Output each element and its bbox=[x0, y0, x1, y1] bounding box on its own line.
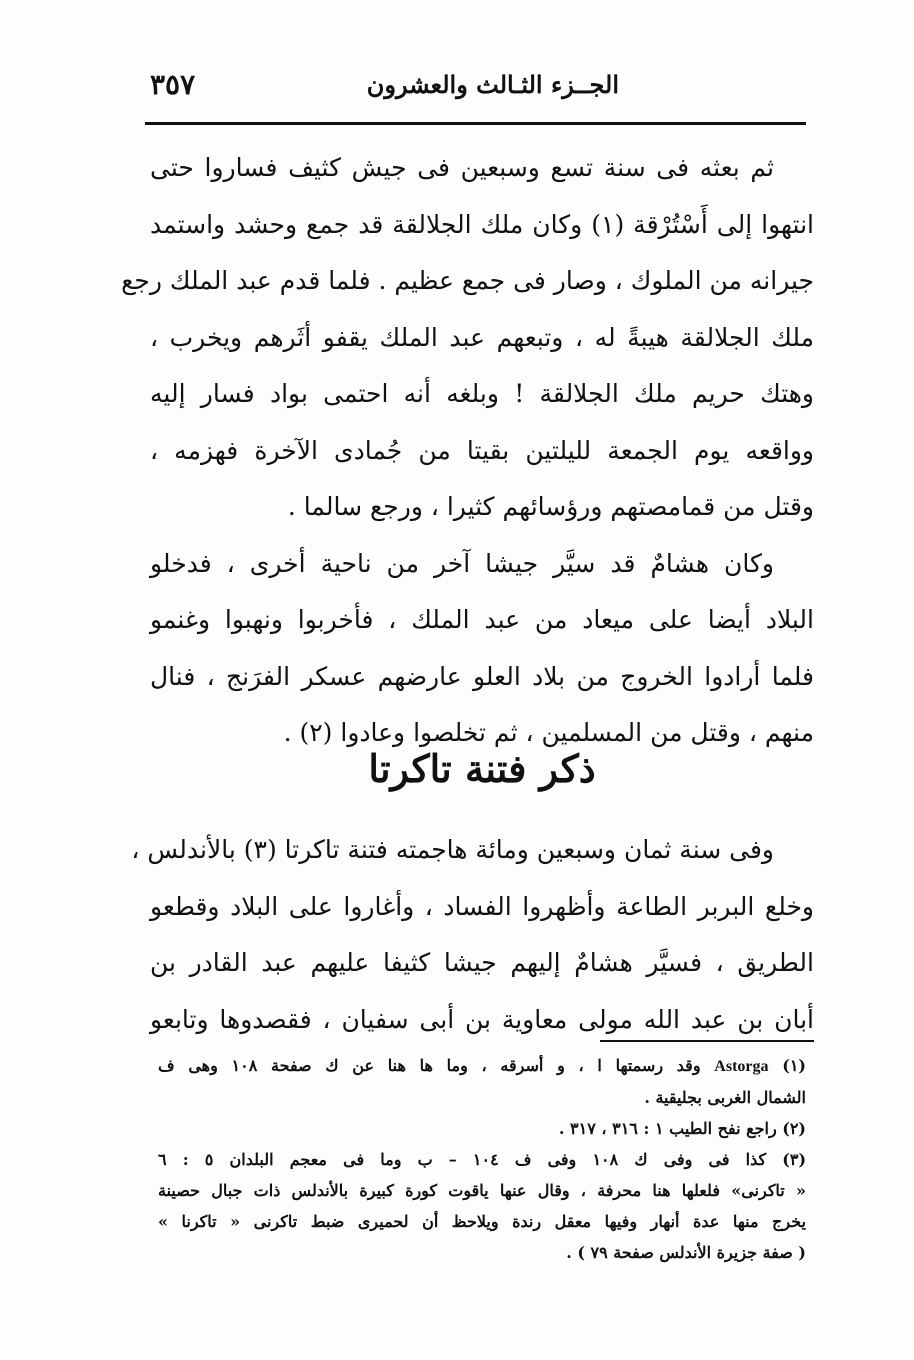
text-line: البلاد أيضا على ميعاد من عبد الملك ، فأخربوا ونهبوا وغنمو bbox=[150, 605, 814, 634]
paragraph-1 bbox=[121, 140, 814, 536]
footnote-1-marker: (١) bbox=[782, 1056, 806, 1075]
text-line: وفى سنة ثمان وسبعين ومائة هاجمته فتنة تاكرتا (٣) بالأندلس ، bbox=[131, 835, 774, 864]
text-line: أبان بن عبد الله مولى معاوية بن أبى سفيان ، فقصدوها وتابعو bbox=[150, 1004, 814, 1034]
footnotes bbox=[158, 1050, 806, 1268]
text-line: الطريق ، فسيَّر هشامٌ إليهم جيشا كثيفا عليهم عبد القادر بن bbox=[150, 948, 814, 977]
text-line: وقتل من قمامصتهم ورؤسائهم كثيرا ، ورجع سالما . bbox=[287, 492, 814, 521]
footnote-1-line-2: الشمال الغربى بجليقية . bbox=[644, 1088, 806, 1107]
text-line: وخلع البربر الطاعة وأظهروا الفساد ، وأغاروا على البلاد وقطعو bbox=[150, 891, 814, 921]
text-line: ثم بعثه فى سنة تسع وسبعين فى جيش كثيف فساروا حتى bbox=[150, 153, 774, 182]
footnote-1-text: وقد رسمتها ا ، و أسرقه ، وما ها هنا عن ك صفحة ١٠٨ وهى ف bbox=[158, 1056, 701, 1075]
footnote-rule bbox=[600, 1040, 814, 1042]
text-line: وهتك حريم ملك الجلالقة ! وبلغه أنه احتمى بواد فسار إليه bbox=[150, 379, 814, 408]
footnote-1-latin: Astorga bbox=[714, 1058, 769, 1075]
page-number: ٣٥٧ bbox=[150, 68, 196, 101]
text-line: وكان هشامٌ قد سيَّر جيشا آخر من ناحية أخرى ، فدخلو bbox=[150, 548, 774, 578]
footnote-3-line: « تاكرنى» فلعلها هنا محرفة ، وقال عنها ياقوت كورة كبيرة بالأندلس ذات جبال حصينة bbox=[158, 1181, 806, 1200]
text-line: منهم ، وقتل من المسلمين ، ثم تخلصوا وعادوا (٢) . bbox=[283, 718, 814, 747]
text-line: انتهوا إلى أَسْتُرْقة (١) وكان ملك الجلالقة قد جمع وحشد واستمد bbox=[150, 209, 814, 239]
section-text bbox=[131, 822, 814, 1048]
footnote-2: (٢) راجع نفح الطيب ١ : ٣١٦ ، ٣١٧ . bbox=[558, 1119, 806, 1138]
text-line: فلما أرادوا الخروج من بلاد العلو عارضهم عسكر الفرَنج ، فنال bbox=[150, 661, 814, 691]
section-heading: ذكر فتنة تاكرتا bbox=[368, 746, 596, 791]
running-head: الجــزء الثـالث والعشرون bbox=[366, 70, 619, 99]
header-rule bbox=[145, 122, 806, 125]
body-text bbox=[121, 140, 814, 762]
text-line: ملك الجلالقة هيبةً له ، وتبعهم عبد الملك يقفو أثَرهم ويخرب ، bbox=[150, 322, 814, 352]
page-header bbox=[140, 60, 804, 120]
footnote-3-line: (٣) كذا فى وفى ك ١٠٨ وفى ف ١٠٤ – ب وما فى معجم البلدان ٥ : ٦ bbox=[158, 1150, 807, 1169]
footnote-3-line: ( صفة جزيرة الأندلس صفحة ٧٩ ) . bbox=[566, 1243, 806, 1262]
paragraph-2 bbox=[150, 536, 814, 762]
text-line: جيرانه من الملوك ، وصار فى جمع عظيم . فلما قدم عبد الملك رجع bbox=[121, 266, 814, 295]
footnote-3-line: يخرج منها عدة أنهار وفيها معقل رندة ويلاحظ أن لحميرى ضبط تاكرنى « تاكرنا » bbox=[158, 1212, 806, 1231]
footnote-1-line-1 bbox=[158, 1050, 806, 1082]
text-line: وواقعه يوم الجمعة لليلتين بقيتا من جُمادى الآخرة فهزمه ، bbox=[150, 435, 814, 465]
